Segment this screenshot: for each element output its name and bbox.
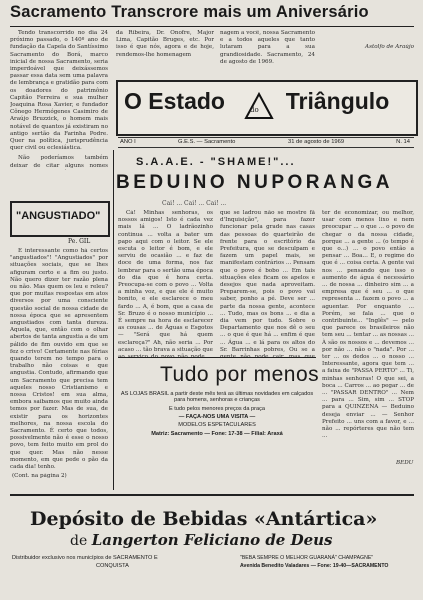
article-signature: Astolfo de Araújo: [365, 44, 414, 50]
headline: Sacramento Transcrore mais um Aniversário: [10, 3, 369, 21]
issue-org: G.E.S. — Sacramento: [178, 139, 236, 145]
issue-number: N. 14: [396, 139, 410, 145]
tudo-por-menos-title: Tudo por menos: [160, 363, 320, 386]
issue-date: 31 de agosto de 1969: [288, 139, 345, 145]
antarctica-subtitle: de Langerton Feliciano de Deus: [70, 531, 333, 549]
ad-rule-top: [118, 357, 316, 358]
agustiado-continued: (Cont. na página 2): [12, 473, 67, 479]
triangle-logo-icon: [244, 92, 274, 120]
antarctica-right-2: Avenida Benedito Valadares — Fone: 19-40—SACRAMENTO: [240, 563, 389, 569]
beduino-column-3: ter de economizar, ou melhor, usar com menos lixo e nem preocupar ... o que ... o povo de chegar o da nossa cidade, porque ... a gente ... (o tempo é que o...) ... o povo então a pensar ... Boa... E, o regime do que é ... coisa certa. A gente vai nos ... pensando que isso o aumento de água é necessário ... de nossa ... dinheiro sim ... a empresa que é seu ... o que representa ... fazem o povo ... a aguentar. Por enquanto ... Porém, se fala ... que o contribuinte... "Inglês" — pelo que parece os brasileiros não tem seu ... tentar ... as nossas ... À são os nossos e ... devemos ... por não ... não o "nada". Por ... ter ... os dedos ... o nosso ... Interessante, agora que tem ... a faixa de "PASSA PERTO" ... Ti, minhas senhoras! O que sei, a boca ... Carros ... ao pegar ... de ... "PASSAR DENTRO" ... Nem ... para ... Sim, sim ... STOP para a QUINZENA — Beduino deseja enviar ... — Senhor Prefeito ... uns com a favor, e ... não ... repórteres que não tem ...: [322, 210, 414, 440]
beduino-signature: BEDU: [396, 460, 414, 466]
column-divider: [113, 150, 114, 490]
antarctica-title: Depósito de Bebidas «Antártica»: [30, 508, 378, 530]
masthead-do: do: [250, 106, 259, 114]
antarctica-left-1: Distribuidor exclusivo nos municípios de SACRAMENTO E: [12, 555, 158, 561]
tudo-line4: MODELOS ESPETACULARES: [178, 422, 256, 428]
ad-rule: [10, 494, 414, 496]
article-column-3: nagem a você, nossa Sacramento e a todos aqueles que tanto lutaram para a sua grandiosidade. Sacramento, 24 de agosto de 1969.: [220, 30, 315, 65]
agustiado-title: "ANGUSTIADO": [16, 210, 101, 222]
tudo-line3: — FAÇA-NOS UMA VISITA —: [178, 414, 256, 420]
tudo-line5: Matriz: Sacramento — Fone: 17-38 — Filial: Araxá: [151, 431, 283, 437]
cai-line: Cai! ... Cai! ... Cai! ...: [162, 200, 227, 207]
antarctica-right-1: "BEBA SEMPRE O MELHOR GUARANÁ" CHAMPAGNE": [240, 555, 374, 561]
article-column-2: da Ribeira, Dr. Onofre, Major Lima, Capitão Bruges, etc. Por isso é que nós, agora e de hoje, rendemos-lhe homenagem: [116, 30, 214, 58]
saae-headline: S.A.A.E. - "SHAME!"...: [136, 156, 296, 168]
antarctica-left-2: CONQUISTA: [96, 563, 129, 569]
headline-rule: [10, 26, 414, 27]
beduino-column-1: Cá! Minhas senhoras, os nossos amigos! Isto é cada vez mais lá ... O ladrãozinho continua ... volta a bater um papo aqui com o leitor. Se ele escuta o leitor é bom, e ele serviu de ocasião ... e faz de doce de uma forma, nos faz lembrar para o sertão uma época do dia que é hora certa. Preocupa-se com o povo ... Volta a minha voz, e que ele é muito bonito, e ele esclarece o meu fardo ... A, é bom, que a casa de Sr. Bruzo é o nosso município ... É sempre na hora de esclarecer as cousas ... de Águas e Esgotos — "Será que há quem esclareça?" Ah, não seria ... Por acaso ... tão brava a situação que: [118, 210, 213, 353]
tudo-line1: AS LOJAS BRASIL a partir deste mês terá as últimas novidades em calçados para homens, senhoras e crianças: [120, 391, 314, 403]
agustiado-text: É interessante como há certos "angustiados"! "Angustiados" por situações sociais, que se lhes afiguram certo e a fim ou justo. Não quero dizer ter razão plena ou não. Mas quem os leu e releu? que por muitas respostas em atos diversos por uma consciente questão social de nossa cidade de nossa época que se apresentem angustiados com tanta dureza. Aquela, que, então com o olhar abertos de tanta angustia a de um pálido de fim ouvido em que se fez o crivo! Certamente nas férias quando terem no tempo para o trabalho não coisas e que angustia. Contudo, afirmando que um Sacramento que precisa tem aqueles nosso Cristianismo e nossa Cristos! em sua alma, embora saibamos que muito ainda temos por fazer. Mas de sua, de existir para os horizontes melhores, na nossa escola do Sacramento. É certo que todos, possivelmente não é esse o nosso povo, tem feito muito em prol do que quer. Mas não nesse momento, em que pede o pão da cada dia! tenho.: [10, 248, 108, 470]
beduino-headline: BEDUINO NUPORANGA: [116, 172, 393, 193]
masthead-title: O Estado Triângulo: [124, 88, 390, 114]
agustiado-byline: Pe. GIL: [68, 238, 91, 245]
issue-info-line: [118, 137, 414, 148]
beduino-column-2: que se ladrou não se mostre fã d'Inquisição", para fazer funcionar pela grade nas casas das pessoas do quarteirão de frente para o escritório da Prefeitura, que se desculpam e fazem um papel mais, se manifestam contrários ... Pensam que o povo é bobo ... Em tais situações eles ficam os apelos e desejos que nada aproveitam. Preparem-se, pois o povo vai saber, ponho a pé. Deve ser ... parte da nossa gente, acontece ... Tudo, mas os bons ... e dia a dia vem por tudo. Sobre o Departamento que nos dê o seu ... o que é que há ... enfim é que ... Água ... e lá para os altos do Sr. Barrinhas pobres, Ou se a: [220, 210, 315, 353]
article-column-1: Tendo transcorrido no dia 24 próximo passado, o 140º ano de fundação da Capela do Santíssimo Sacramento do Borá, marco inicial de nossa Sacramento, seria imperdoável que deixássemos passar essa data sem uma palavra de lembrança e gratidão para com os doadores do patrimônio Capitão Ferreira e sua mulher Joaquina Rosa Xavier, e fundador Cônego Hermógenes Casimiro de Araújo Bruzzick, o homem mais notável de quantos já existiram no antigo sertão da Farinha Podre. Quer na política, jurisprudência quer civil ou eclesiástica. Não poderíamos também deixar de citar alguns nomes: [10, 30, 108, 169]
tudo-line2: E tudo pelos menores preços da praça: [168, 406, 266, 412]
issue-year: ANO I: [120, 139, 136, 145]
